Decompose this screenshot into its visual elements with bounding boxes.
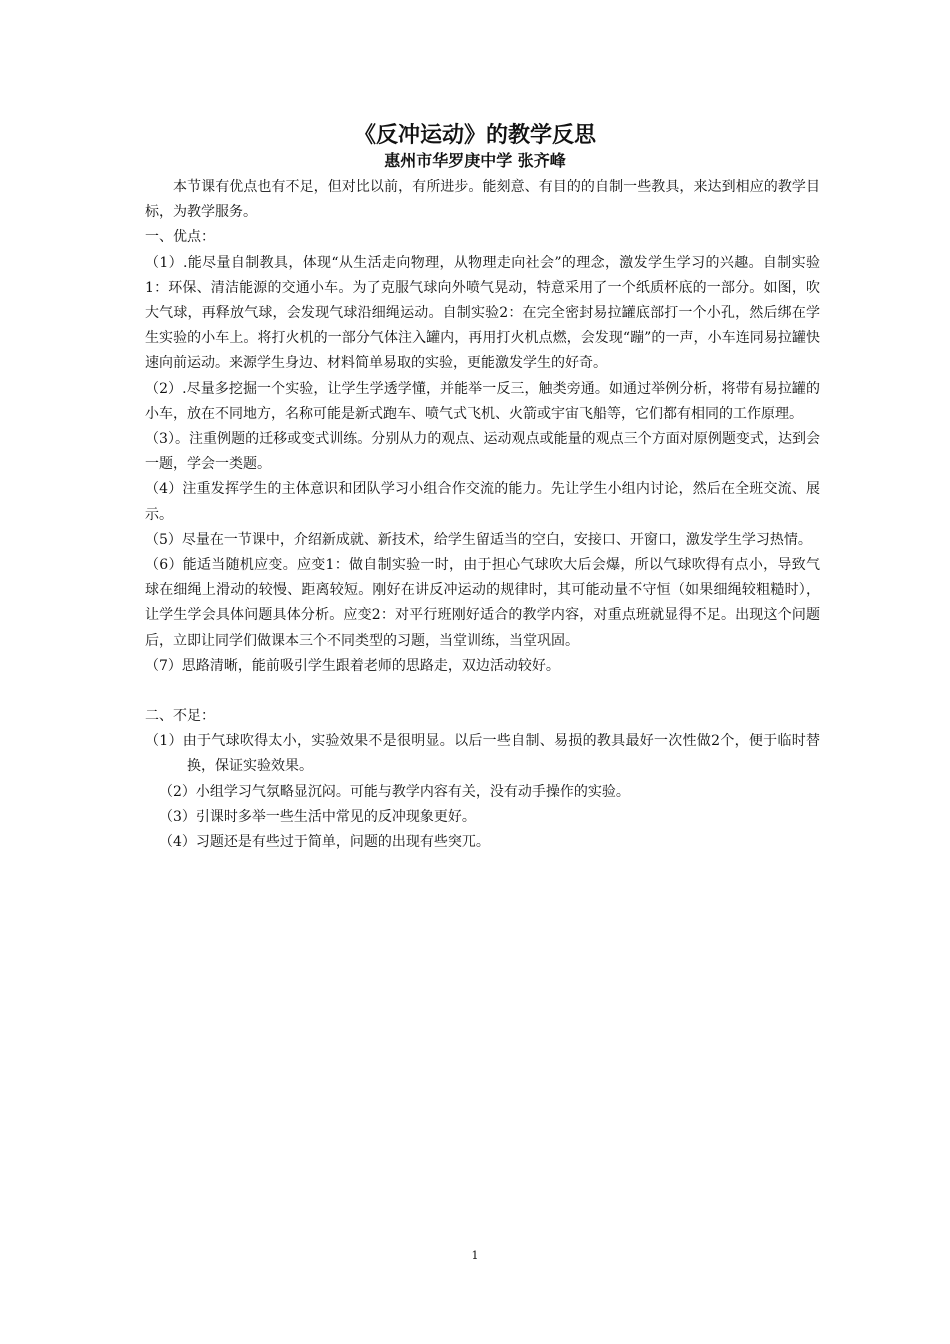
advantage-item-1: （1）.能尽量自制教具，体现“从生活走向物理，从物理走向社会”的理念，激发学生学习的兴趣。自制实验1：环保、清洁能源的交通小车。为了克服气球向外喷气晃动，特意采用了一个纸质杯底的一部分。如图，吹大气球，再释放气球，会发现气球沿细绳运动。自制实验2：在完全密封易拉罐底部打一个小孔，然后绑在学生实验的小车上。将打火机的一部分气体注入罐内，再用打火机点燃，会发现“蹦”的一声，小车连同易拉罐快速向前运动。来源学生身边、材料简单易取的实验，更能激发学生的好奇。 <box>145 254 820 372</box>
advantage-item-2: （2）.尽量多挖掘一个实验，让学生学透学懂，并能举一反三，触类旁通。如通过举例分析，将带有易拉罐的小车，放在不同地方，名称可能是新式跑车、喷气式飞机、火箭或宇宙飞船等，它们都有相同的工作原理。 <box>145 380 820 422</box>
document-title: 《反冲运动》的教学反思 <box>353 123 596 148</box>
page-number: 1 <box>471 1249 479 1262</box>
advantage-item-7: （7）思路清晰，能前吸引学生跟着老师的思路走，双边活动较好。 <box>145 657 560 674</box>
deficiencies-heading: 二、不足： <box>145 708 215 725</box>
intro-paragraph: 本节课有优点也有不足，但对比以前，有所进步。能刻意、有目的的自制一些教具，来达到相应的教学目标，为教学服务。 <box>145 179 820 221</box>
advantage-item-6: （6）能适当随机应变。应变1：做自制实验一时，由于担心气球吹大后会爆，所以气球吹得有点小，导致气球在细绳上滑动的较慢、距离较短。刚好在讲反冲运动的规律时，其可能动量不守恒（如果细绳较粗糙时），让学生学会具体问题具体分析。应变2：对平行班刚好适合的教学内容，对重点班就显得不足。出现这个问题后，立即让同学们做课本三个不同类型的习题，当堂训练，当堂巩固。 <box>145 557 820 649</box>
advantages-heading: 一、优点： <box>145 229 215 246</box>
advantage-item-4: （4）注重发挥学生的主体意识和团队学习小组合作交流的能力。先让学生小组内讨论，然后在全班交流、展示。 <box>145 481 820 523</box>
advantage-item-3: （3）。注重例题的迁移或变式训练。分别从力的观点、运动观点或能量的观点三个方面对原例题变式，达到会一题，学会一类题。 <box>145 431 820 473</box>
author-line: 惠州市华罗庚中学 张齐峰 <box>384 151 566 170</box>
deficiency-item-1: （1）由于气球吹得太小，实验效果不是很明显。以后一些自制、易损的教具最好一次性做2个，便于临时替换，保证实验效果。 <box>145 733 820 775</box>
deficiency-item-4: （4）习题还是有些过于简单，问题的出现有些突兀。 <box>159 834 490 851</box>
deficiency-item-3: （3）引课时多举一些生活中常见的反冲现象更好。 <box>159 808 476 825</box>
advantage-item-5: （5）尽量在一节课中，介绍新成就、新技术，给学生留适当的空白，安接口、开窗口，激发学生学习热情。 <box>145 531 812 548</box>
document-body <box>145 175 820 855</box>
deficiency-item-2: （2）小组学习气氛略显沉闷。可能与教学内容有关，没有动手操作的实验。 <box>159 783 630 800</box>
section-spacer <box>145 679 820 704</box>
